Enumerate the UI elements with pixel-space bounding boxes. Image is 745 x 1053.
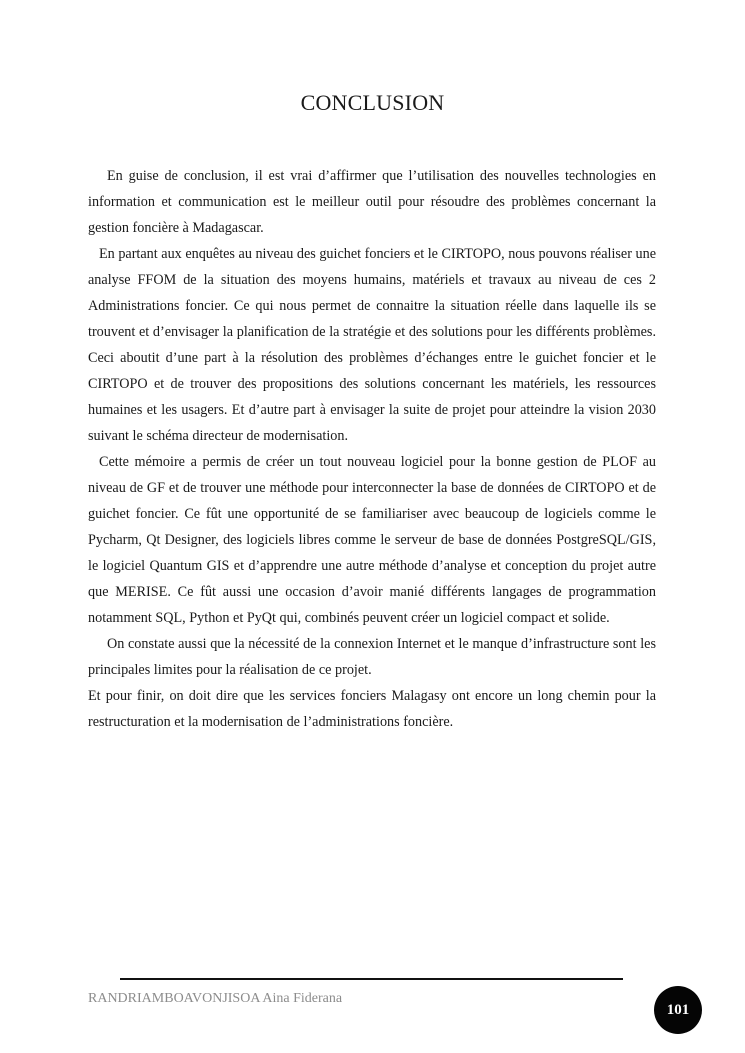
- conclusion-body: [88, 163, 656, 735]
- paragraph-survey: En partant aux enquêtes au niveau des guichet fonciers et le CIRTOPO, nous pouvons réaliser une analyse FFOM de la situation des moyens humains, matériels et travaux au niveau de ces 2 Administrations foncier. Ce qui nous permet de connaitre la situation réelle dans laquelle ils se trouvent et d’envisager la planification de la stratégie et des solutions pour les différents problèmes. Ceci aboutit d’une part à la résolution des problèmes d’échanges entre le guichet foncier et le CIRTOPO et de trouver des propositions des solutions concernant les matériels, les ressources humaines et les usagers. Et d’autre part à envisager la suite de projet pour atteindre la vision 2030 suivant le schéma directeur de modernisation.: [88, 246, 656, 444]
- paragraph-final: Et pour finir, on doit dire que les services fonciers Malagasy ont encore un long chemin pour la restructuration et la modernisation de l’administrations foncière.: [88, 688, 656, 730]
- paragraph-limits: On constate aussi que la nécessité de la connexion Internet et le manque d’infrastructure sont les principales limites pour la réalisation de ce projet.: [88, 636, 656, 678]
- paragraph-software: Cette mémoire a permis de créer un tout nouveau logiciel pour la bonne gestion de PLOF au niveau de GF et de trouver une méthode pour interconnecter la base de données de CIRTOPO et de guichet foncier. Ce fût une opportunité de se familiariser avec beaucoup de logiciels comme le Pycharm, Qt Designer, des logiciels libres comme le serveur de base de données PostgreSQL/GIS, le logiciel Quantum GIS et d’apprendre une autre méthode d’analyse et conception du projet autre que MERISE. Ce fût aussi une occasion d’avoir manié différents langages de programmation notamment SQL, Python et PyQt qui, combinés peuvent créer un logiciel compact et solide.: [88, 454, 656, 626]
- footer-divider: [120, 978, 623, 980]
- paragraph-intro: En guise de conclusion, il est vrai d’affirmer que l’utilisation des nouvelles technologies en information et communication est le meilleur outil pour résoudre des problèmes concernant la gestion foncière à Madagascar.: [88, 168, 656, 236]
- page-title: CONCLUSION: [300, 90, 445, 115]
- page-number-badge: 101: [654, 986, 702, 1034]
- footer-author: RANDRIAMBOAVONJISOA Aina Fiderana: [88, 991, 343, 1006]
